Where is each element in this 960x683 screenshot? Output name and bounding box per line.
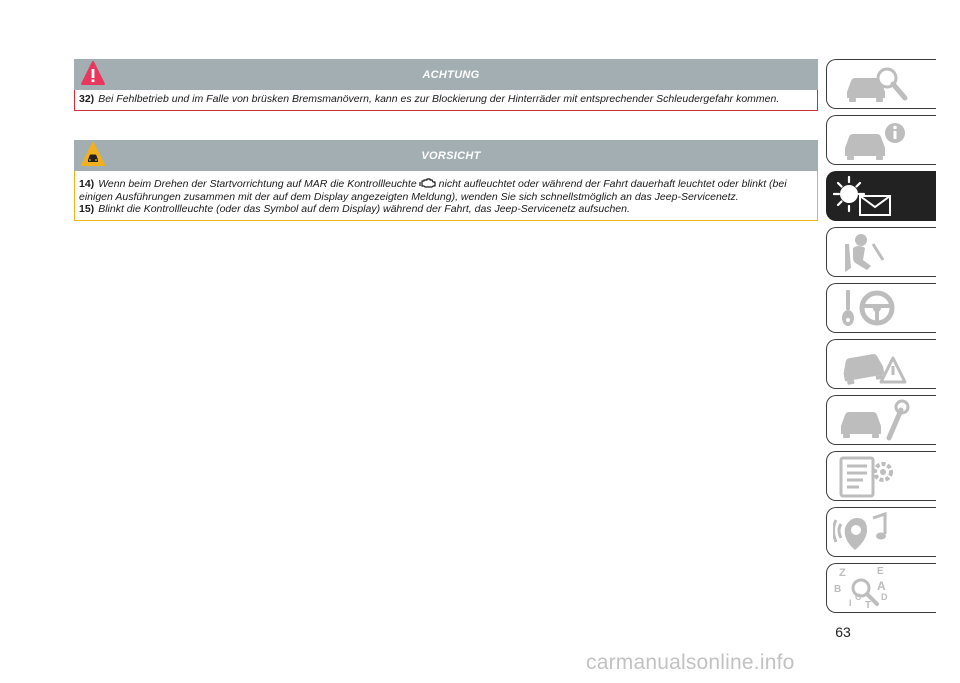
caution-item-text-start: Wenn beim Drehen der Startvorrichtung auf MAR die Kontrollleuchte [98,178,417,190]
key-steering-wheel-icon [833,286,929,330]
caution-body [74,171,818,221]
chapter-tab-servicing[interactable] [826,395,936,445]
caution-item-text-end: nicht aufleuchtet oder während der Fahrt dauerhaft leuchtet oder blinkt (bei einigen Ausführungen zusammen mit der auf dem Display angezeigten Meldung), wenden Sie sich schnellstmöglich an das Jeep-Servicenetz. [79,178,787,203]
svg-text:B: B [834,584,842,595]
svg-text:I: I [849,598,852,608]
watermark: carmanualsonline.info [586,651,795,674]
caution-notice [74,140,818,221]
caution-item-text: Blinkt die Kontrollleuchte (oder das Symbol auf dem Display) während der Fahrt, das Jeep-Servicenetz aufsuchen. [98,203,630,215]
caution-item [79,177,813,203]
svg-text:C: C [855,592,862,602]
warning-item [79,93,813,106]
chapter-tab-starting-driving[interactable] [826,283,936,333]
technical-data-icon [833,454,929,498]
caution-car-icon [80,141,106,169]
multimedia-icon [833,510,929,554]
svg-text:Z: Z [839,567,846,579]
airbag-seat-icon [833,230,929,274]
chapter-tab-getting-to-know[interactable] [826,59,936,109]
warning-body [74,90,818,111]
car-info-icon [833,118,929,162]
caution-header [74,140,818,171]
chapter-tab-technical-data[interactable] [826,451,936,501]
chapter-tab-multimedia[interactable] [826,507,936,557]
caution-item-number: 14) [79,178,95,190]
caution-title: VORSICHT [421,149,481,162]
caution-item [79,203,813,216]
page-number: 63 [835,624,851,640]
warning-item-number: 32) [79,93,95,105]
alphabetical-index-icon [833,566,929,610]
chapter-tab-emergency[interactable] [826,339,936,389]
engine-warning-icon [419,177,437,189]
car-emergency-icon [833,342,929,386]
car-maintenance-icon [833,398,929,442]
warning-light-message-icon [833,174,929,218]
svg-text:E: E [877,566,884,577]
chapter-tab-index[interactable] [826,563,936,613]
chapter-tab-warning-lights[interactable] [826,171,936,221]
caution-item-number: 15) [79,203,95,215]
chapter-tab-safety[interactable] [826,227,936,277]
chapter-tab-dashboard[interactable] [826,115,936,165]
warning-header [74,59,818,90]
warning-triangle-icon [80,60,106,88]
car-search-icon [833,62,929,106]
warning-notice [74,59,818,111]
svg-text:D: D [881,592,888,602]
svg-text:T: T [865,600,872,610]
warning-item-text: Bei Fehlbetrieb und im Falle von brüsken Bremsmanövern, kann es zur Blockierung der Hinterräder mit entsprechender Schleudergefahr kommen. [98,93,780,105]
warning-title: ACHTUNG [422,68,480,81]
svg-text:A: A [877,579,886,593]
